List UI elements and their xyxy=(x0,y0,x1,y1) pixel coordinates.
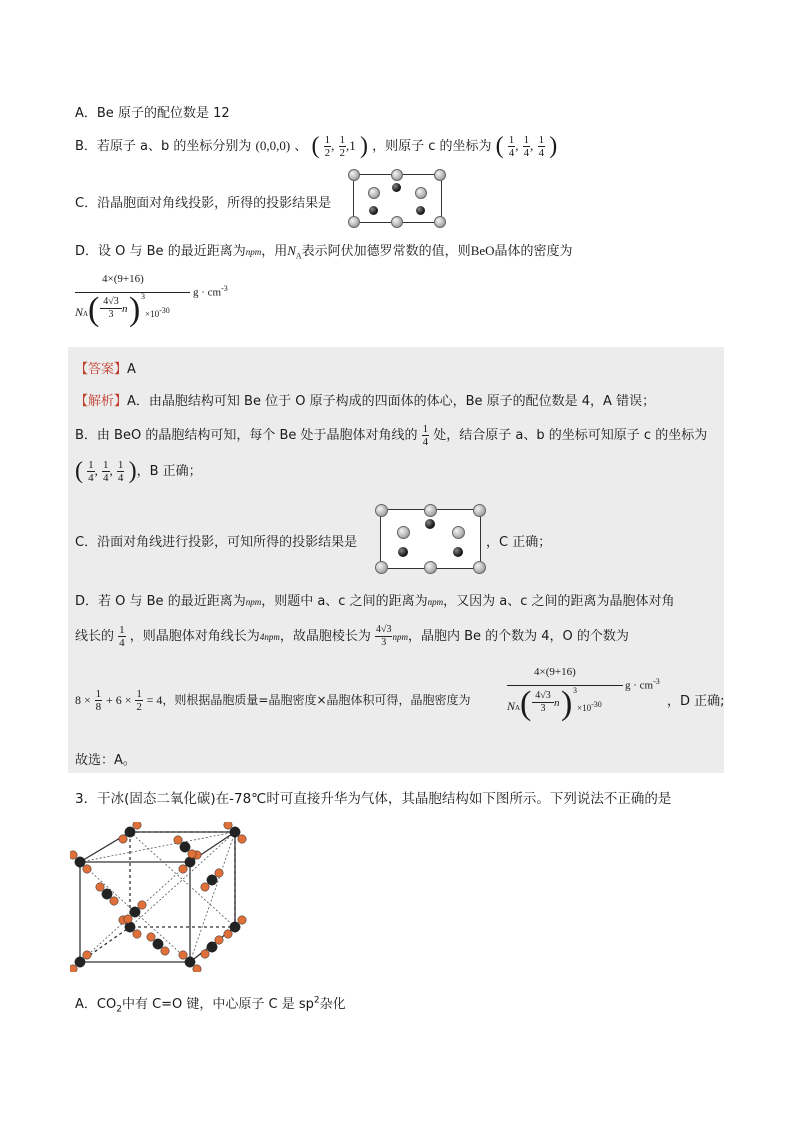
projection-atom xyxy=(434,216,446,228)
oxygen-atom xyxy=(83,951,91,959)
answer-value: A xyxy=(127,362,136,377)
projection-atom xyxy=(391,169,403,181)
analysis-c-end: ，C 正确； xyxy=(486,535,552,550)
projection-diagram-question xyxy=(353,174,442,223)
analysis-a-line: 【解析】A．由晶胞结构可知 Be 位于 O 原子构成的四面体的体心，Be 原子的配位数是 4，A 错误； xyxy=(75,394,656,409)
carbon-atom xyxy=(102,889,112,899)
projection-atom xyxy=(348,169,360,181)
option-b-prefix: B．若原子 a、b 的坐标分别为 xyxy=(75,139,252,154)
projection-atom xyxy=(375,561,388,574)
carbon-atom xyxy=(75,957,85,967)
analysis-b-coord-line: ( $\frac{1}{4}$ , $\frac{1}{4}$ , $\frac{1}{4}$ )，B 正确； xyxy=(75,458,202,484)
density-formula-analysis: 4×(9+16) $g \cdot cm^{-3}$ NA ( 4√3 3 n ) 3 ×10-30 xyxy=(507,666,660,722)
answer-label: 【答案】 xyxy=(75,362,128,377)
analysis-label: 【解析】 xyxy=(75,394,128,409)
answer-line xyxy=(75,358,136,377)
projection-atom xyxy=(348,216,360,228)
oxygen-atom xyxy=(201,950,209,958)
oxygen-atom xyxy=(70,851,77,859)
paren-close: ) xyxy=(359,133,368,159)
projection-atom xyxy=(424,504,437,517)
oxygen-atom xyxy=(161,947,169,955)
oxygen-atom xyxy=(188,850,196,858)
frac-half-1: $\frac{1}{2}$ xyxy=(324,134,331,159)
frac-quarter-1: $\frac{1}{4}$ xyxy=(508,134,515,159)
dry-ice-crystal-diagram xyxy=(70,822,250,972)
projection-atom xyxy=(453,547,463,557)
oxygen-atom xyxy=(215,936,223,944)
carbon-atom xyxy=(185,957,195,967)
oxygen-atom xyxy=(119,835,127,843)
carbon-atom xyxy=(185,857,195,867)
oxygen-atom xyxy=(147,933,155,941)
oxygen-atom xyxy=(110,897,118,905)
option-b-mid: ，则原子 c 的坐标为 xyxy=(372,139,492,154)
oxygen-atom xyxy=(70,965,77,972)
option-b: B．若原子 a、b 的坐标分别为 (0,0,0) 、 ( $\frac{1}{2}$ , $\frac{1}{2}$ ,1 ) ，则原子 c 的坐标为 ( $\frac{1}{4}$ , $\frac{1}{4}$ , $\frac{1}{4}$ ) xyxy=(75,133,558,159)
carbon-atom xyxy=(207,875,217,885)
projection-atom xyxy=(392,183,401,192)
analysis-d-end: ，D 正确; xyxy=(667,694,725,709)
analysis-c-line: C．沿面对角线进行投影，可知所得的投影结果是 xyxy=(75,535,358,550)
analysis-d-line-3: 8 × $\frac{1}{8}$ + 6 × $\frac{1}{2}$ = 4，则根据晶胞质量=晶胞密度×晶胞体积可得，晶胞密度为 xyxy=(75,688,471,713)
analysis-d-line-1: D．若 O 与 Be 的最近距离为npm，则题中 a、c 之间的距离为npm，又因为 a、c 之间的距离为晶胞体对角 xyxy=(75,594,675,609)
carbon-atom xyxy=(75,857,85,867)
oxygen-atom xyxy=(83,865,91,873)
projection-atom xyxy=(398,547,408,557)
oxygen-atom xyxy=(193,965,201,972)
oxygen-atom xyxy=(238,916,246,924)
projection-diagram-analysis xyxy=(380,509,481,569)
analysis-d-line-2: 线长的 $\frac{1}{4}$ ，则晶胞体对角线长为4npm，故晶胞棱长为 $\frac{4√3}{3}$ npm，晶胞内 Be 的个数为 4，O 的个数为 xyxy=(75,624,629,649)
coord-a: (0,0,0) xyxy=(255,138,291,153)
oxygen-atom xyxy=(224,930,232,938)
carbon-atom xyxy=(153,939,163,949)
paren-open: ( xyxy=(311,133,320,159)
projection-atom xyxy=(375,504,388,517)
carbon-atom xyxy=(130,907,140,917)
oxygen-atom xyxy=(224,822,232,829)
projection-atom xyxy=(452,526,465,539)
projection-atom xyxy=(473,504,486,517)
oxygen-atom xyxy=(174,836,182,844)
oxygen-atom xyxy=(96,883,104,891)
carbon-atom xyxy=(125,922,135,932)
carbon-atom xyxy=(230,827,240,837)
option-b-sep: 、 xyxy=(294,139,308,154)
projection-atom xyxy=(397,526,410,539)
conclusion-line: 故选：A。 xyxy=(75,753,136,768)
carbon-atom xyxy=(207,942,217,952)
option-d: D．设 O 与 Be 的最近距离为npm，用$N_A$表示阿伏加德罗常数的值，则BeO晶体的密度为 xyxy=(75,243,573,261)
density-formula: 4×(9+16) $g \cdot cm^{-3}$ NA ( 4√3 3 n ) 3 ×10-30 xyxy=(75,273,228,328)
frac-half-2: $\frac{1}{2}$ xyxy=(339,134,346,159)
oxygen-atom xyxy=(124,915,132,923)
option-c: C．沿晶胞面对角线投影，所得的投影结果是 xyxy=(75,196,332,211)
question-3-option-a: A．$CO_2$中有 C=O 键，中心原子 C 是 $sp^2$杂化 xyxy=(75,995,346,1015)
oxygen-atom xyxy=(179,865,187,873)
analysis-b-line: B．由 BeO 的晶胞结构可知，每个 Be 处于晶胞体对角线的 $\frac{1}{4}$ 处，结合原子 a、b 的坐标可知原子 c 的坐标为 xyxy=(75,423,708,448)
oxygen-atom xyxy=(179,951,187,959)
frac-quarter-2: $\frac{1}{4}$ xyxy=(523,134,530,159)
carbon-atom xyxy=(230,922,240,932)
projection-atom xyxy=(416,206,425,215)
oxygen-atom xyxy=(215,869,223,877)
option-a: A．Be 原子的配位数是 12 xyxy=(75,106,230,121)
projection-atom xyxy=(425,519,435,529)
projection-atom xyxy=(424,561,437,574)
oxygen-atom xyxy=(133,930,141,938)
oxygen-atom xyxy=(201,883,209,891)
carbon-atom xyxy=(180,842,190,852)
projection-atom xyxy=(415,187,427,199)
projection-atom xyxy=(473,561,486,574)
frac-quarter-3: $\frac{1}{4}$ xyxy=(538,134,545,159)
projection-atom xyxy=(369,206,378,215)
oxygen-atom xyxy=(133,822,141,829)
carbon-atom xyxy=(125,827,135,837)
oxygen-atom xyxy=(138,901,146,909)
question-3-text: 3．干冰(固态二氧化碳)在-78℃时可直接升华为气体，其晶胞结构如下图所示。下列说法不正确的是 xyxy=(75,791,672,807)
projection-atom xyxy=(391,216,403,228)
projection-atom xyxy=(434,169,446,181)
projection-atom xyxy=(368,187,380,199)
oxygen-atom xyxy=(238,835,246,843)
